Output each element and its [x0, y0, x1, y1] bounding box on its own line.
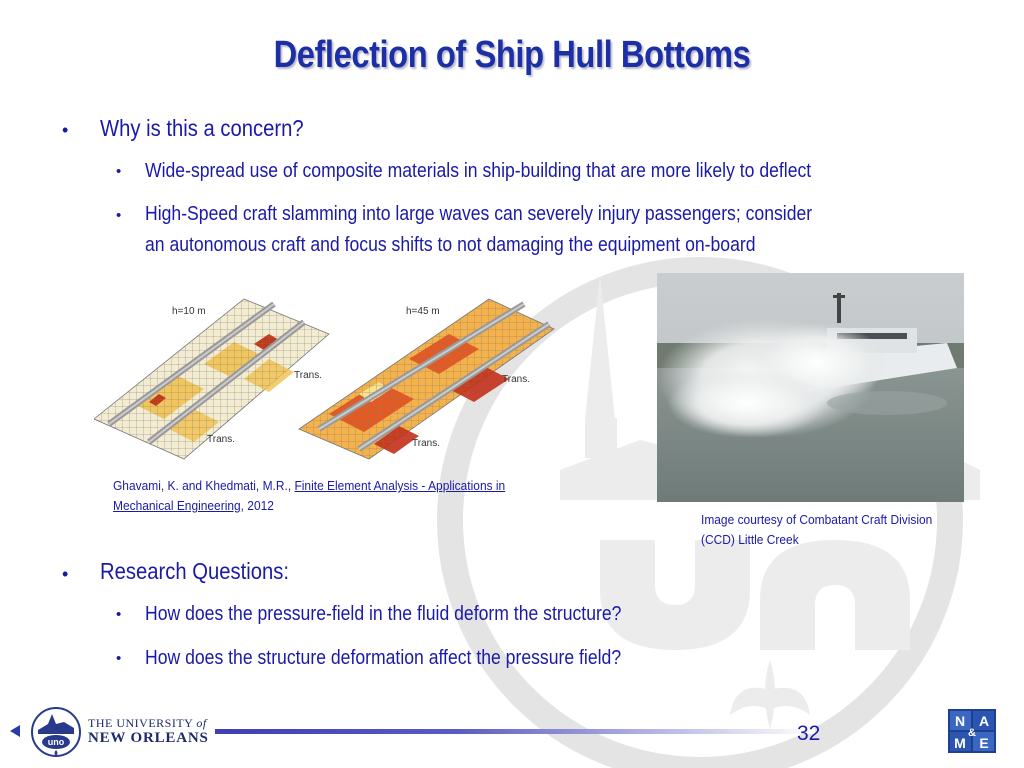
photo-credit [701, 510, 932, 550]
citation-link-line1[interactable]: Finite Element Analysis - Applications in [294, 478, 506, 493]
fe-figure-citation [113, 476, 505, 516]
university-line2: NEW ORLEANS [88, 730, 209, 746]
sub-bullet-dot: • [116, 606, 122, 623]
sub-bullet-dot: • [116, 207, 122, 224]
uno-seal-logo [30, 706, 82, 758]
photo-credit-line2: (CCD) Little Creek [701, 532, 799, 547]
sub-bullet-question-1: How does the pressure-field in the fluid deform the structure? [145, 603, 622, 625]
label-h10: h=10 m [172, 306, 206, 317]
citation-authors: Ghavami, K. and Khedmati, M.R., [113, 478, 295, 493]
citation-year: , 2012 [240, 498, 274, 513]
page-number: 32 [797, 722, 821, 745]
sub-bullet-question-2: How does the structure deformation affect the pressure field? [145, 647, 622, 669]
badge-letter-a: A [978, 713, 990, 729]
bullet-dot: • [62, 120, 69, 140]
label-h45: h=45 m [406, 306, 440, 317]
university-name [88, 716, 209, 746]
high-speed-craft-photo [657, 273, 964, 502]
previous-slide-arrow-icon[interactable] [10, 725, 20, 737]
university-of: of [196, 716, 207, 730]
label-trans-3: Trans. [502, 374, 530, 385]
footer-divider [215, 729, 815, 734]
badge-ampersand: & [968, 727, 976, 739]
slide-title: Deflection of Ship Hull Bottoms [273, 34, 751, 76]
badge-letter-m: M [954, 735, 966, 751]
badge-letter-e: E [979, 735, 989, 751]
label-trans-1: Trans. [294, 370, 322, 381]
sub-bullet-dot: • [116, 650, 122, 667]
sub-bullet-composite: Wide-spread use of composite materials in ship-building that are more likely to deflect [145, 160, 812, 182]
svg-text:uno: uno [47, 737, 65, 747]
bullet-research-questions: Research Questions: [100, 558, 290, 584]
university-line1: THE UNIVERSITY [88, 716, 197, 730]
sub-bullet-slamming-line1: High-Speed craft slamming into large waves can severely injury passengers; consider [145, 203, 813, 225]
photo-credit-line1: Image courtesy of Combatant Craft Division [701, 512, 933, 527]
bullet-why-concern: Why is this a concern? [100, 115, 304, 141]
citation-link-line2[interactable]: Mechanical Engineering [113, 498, 241, 513]
finite-element-hull-figure [94, 294, 560, 470]
label-trans-2: Trans. [207, 434, 235, 445]
label-trans-4: Trans. [412, 438, 440, 449]
badge-letter-n: N [954, 713, 966, 729]
bullet-dot: • [62, 564, 69, 584]
sub-bullet-dot: • [116, 163, 122, 180]
name-department-logo [948, 709, 996, 753]
sub-bullet-slamming-line2: an autonomous craft and focus shifts to not damaging the equipment on-board [145, 234, 756, 256]
